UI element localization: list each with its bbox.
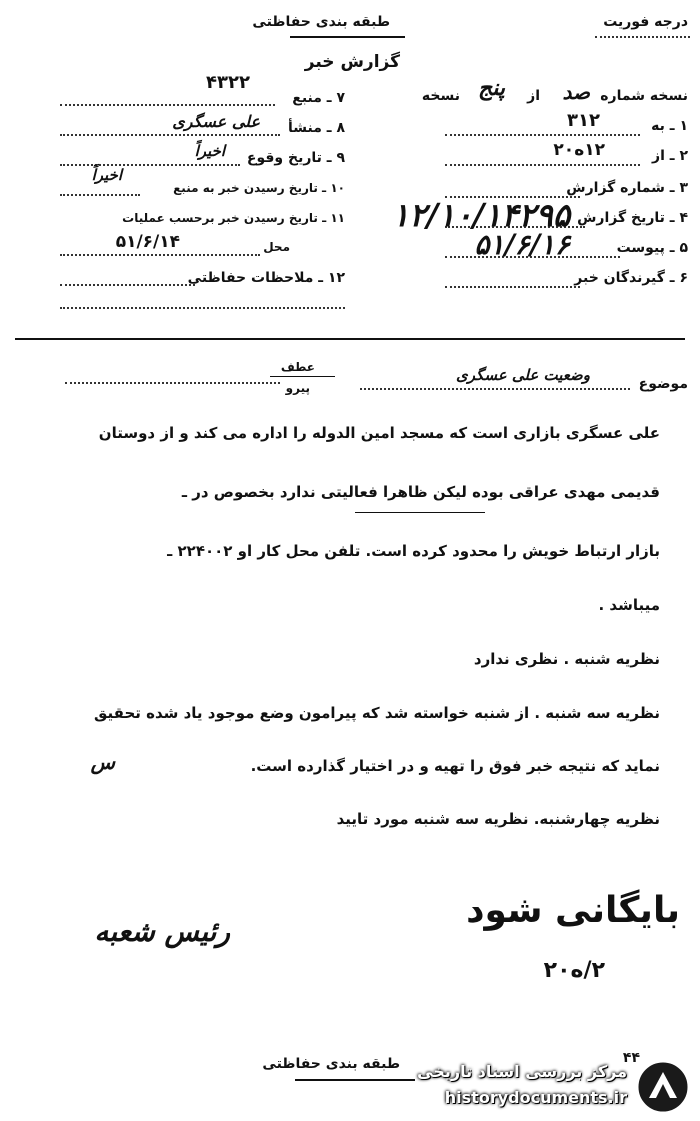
watermark-url: historydocuments.ir (444, 1088, 627, 1107)
copy-suffix: نسخه (421, 88, 460, 104)
field-occurrence-date-label: ۹ ـ تاریخ وقوع (246, 150, 345, 166)
body-underline (355, 512, 485, 513)
field-occurrence-date-line (60, 164, 240, 166)
page-number: ۴۴ (622, 1050, 640, 1066)
body-line-6: نظریه سه شنبه . از شنبه خواسته شد که پیرامون وضع موجود یاد شده تحقیق (94, 704, 660, 722)
field-from-value: ۱۲ه۲۰ (553, 140, 605, 160)
body-line-7: نماید که نتیجه خبر فوق را تهیه و در اختیار گذارده است. (250, 757, 660, 775)
copy-number-value: صد (562, 80, 590, 104)
reference-label: عطف (280, 360, 315, 374)
subject-line (360, 388, 630, 390)
watermark-logo-icon (634, 1058, 692, 1116)
reference-line (65, 382, 280, 384)
field-location-line (60, 254, 260, 256)
archive-number: ۲/ه۲۰ (543, 958, 605, 983)
field-report-date-value: ۱۲/۱۰/۱۴۲۹۵ (391, 196, 570, 234)
field-security-notes-label: ۱۲ ـ ملاحظات حفاظتی (187, 270, 345, 286)
priority-line (595, 36, 690, 38)
body-line-8: نظریه چهارشنبه. نظریه سه شنبه مورد تایید (336, 810, 660, 828)
field-location-label: محل (263, 240, 290, 254)
reference-divider (270, 376, 335, 377)
field-source-received-value: اخیراً (91, 166, 122, 184)
header-separator (15, 338, 685, 340)
field-source-line (60, 104, 275, 106)
field-to-value: ۳۱۲ (567, 110, 600, 131)
copy-of-label: از (527, 88, 540, 104)
priority-label: درجه فوریت (603, 14, 688, 30)
field-from-label: ۲ ـ از (652, 148, 688, 164)
handwritten-signature: رئیس شعبه (94, 915, 230, 948)
field-source-received-label: ۱۰ ـ تاریخ رسیدن خبر به منبع (173, 181, 345, 195)
subject-label: موضوع (638, 376, 688, 392)
field-operations-date-label: ۱۱ ـ تاریخ رسیدن خبر برحسب عملیات (122, 211, 345, 225)
field-to-line (445, 134, 640, 136)
field-origin-label: ۸ ـ منشأ (288, 120, 345, 136)
field-origin-line (60, 134, 280, 136)
field-occurrence-date-value: اخیراً (194, 142, 225, 160)
field-security-notes-line (60, 284, 195, 286)
follow-up-label: پیرو (285, 381, 310, 395)
body-line-4: میباشد . (598, 596, 660, 614)
field-origin-value: علی عسگری (172, 112, 260, 131)
body-line-3: بازار ارتباط خویش را محدود کرده است. تلفن محل کار او ۲۲۴۰۰۲ ـ (167, 542, 660, 560)
field-from-line (445, 164, 640, 166)
field-recipients-line (445, 286, 580, 288)
classification-bottom-underline (295, 1079, 415, 1081)
classification-top: طبقه بندی حفاظتی (252, 14, 390, 30)
watermark (415, 1058, 695, 1116)
form-title: گزارش خبر (304, 52, 400, 72)
body-line-5: نظریه شنبه . نظری ندارد (473, 650, 660, 668)
field-recipients-label: ۶ ـ گیرندگان خبر (574, 270, 688, 286)
handwritten-initial: س (90, 750, 115, 774)
field-source-value: ۴۳۲۲ (206, 72, 250, 93)
copy-number-label: نسخه شماره (600, 88, 688, 104)
field-source-label: ۷ ـ منبع (292, 90, 345, 106)
field-to-label: ۱ ـ به (651, 118, 688, 134)
field-location-value: ۵۱/۶/۱۴ (115, 232, 180, 252)
field-attachment-value: ۵۱/۶/۱۶ (474, 228, 570, 261)
subject-value: وضعیت علی عسگری (456, 366, 590, 384)
body-line-2: قدیمی مهدی عراقی بوده لیکن ظاهرا فعالیتی ندارد بخصوص در ـ (181, 483, 660, 501)
watermark-title: مرکز بررسی اسناد تاریخی (417, 1062, 627, 1081)
field-source-received-line (60, 194, 140, 196)
body-line-1: علی عسگری بازاری است که مسجد امین الدوله را اداره می کند و از دوستان (98, 424, 660, 442)
classification-top-underline (290, 36, 405, 38)
field-report-date-label: ۴ ـ تاریخ گزارش (577, 210, 688, 226)
copy-total-value: پنج (478, 75, 505, 101)
field-attachment-label: ۵ ـ پیوست (616, 240, 688, 256)
field-report-number-label: ۳ ـ شماره گزارش (566, 180, 688, 196)
archive-note: بایگانی شود (466, 890, 680, 931)
field-security-notes-line-2 (60, 307, 345, 309)
classification-bottom: طبقه بندی حفاظتی (262, 1056, 400, 1072)
